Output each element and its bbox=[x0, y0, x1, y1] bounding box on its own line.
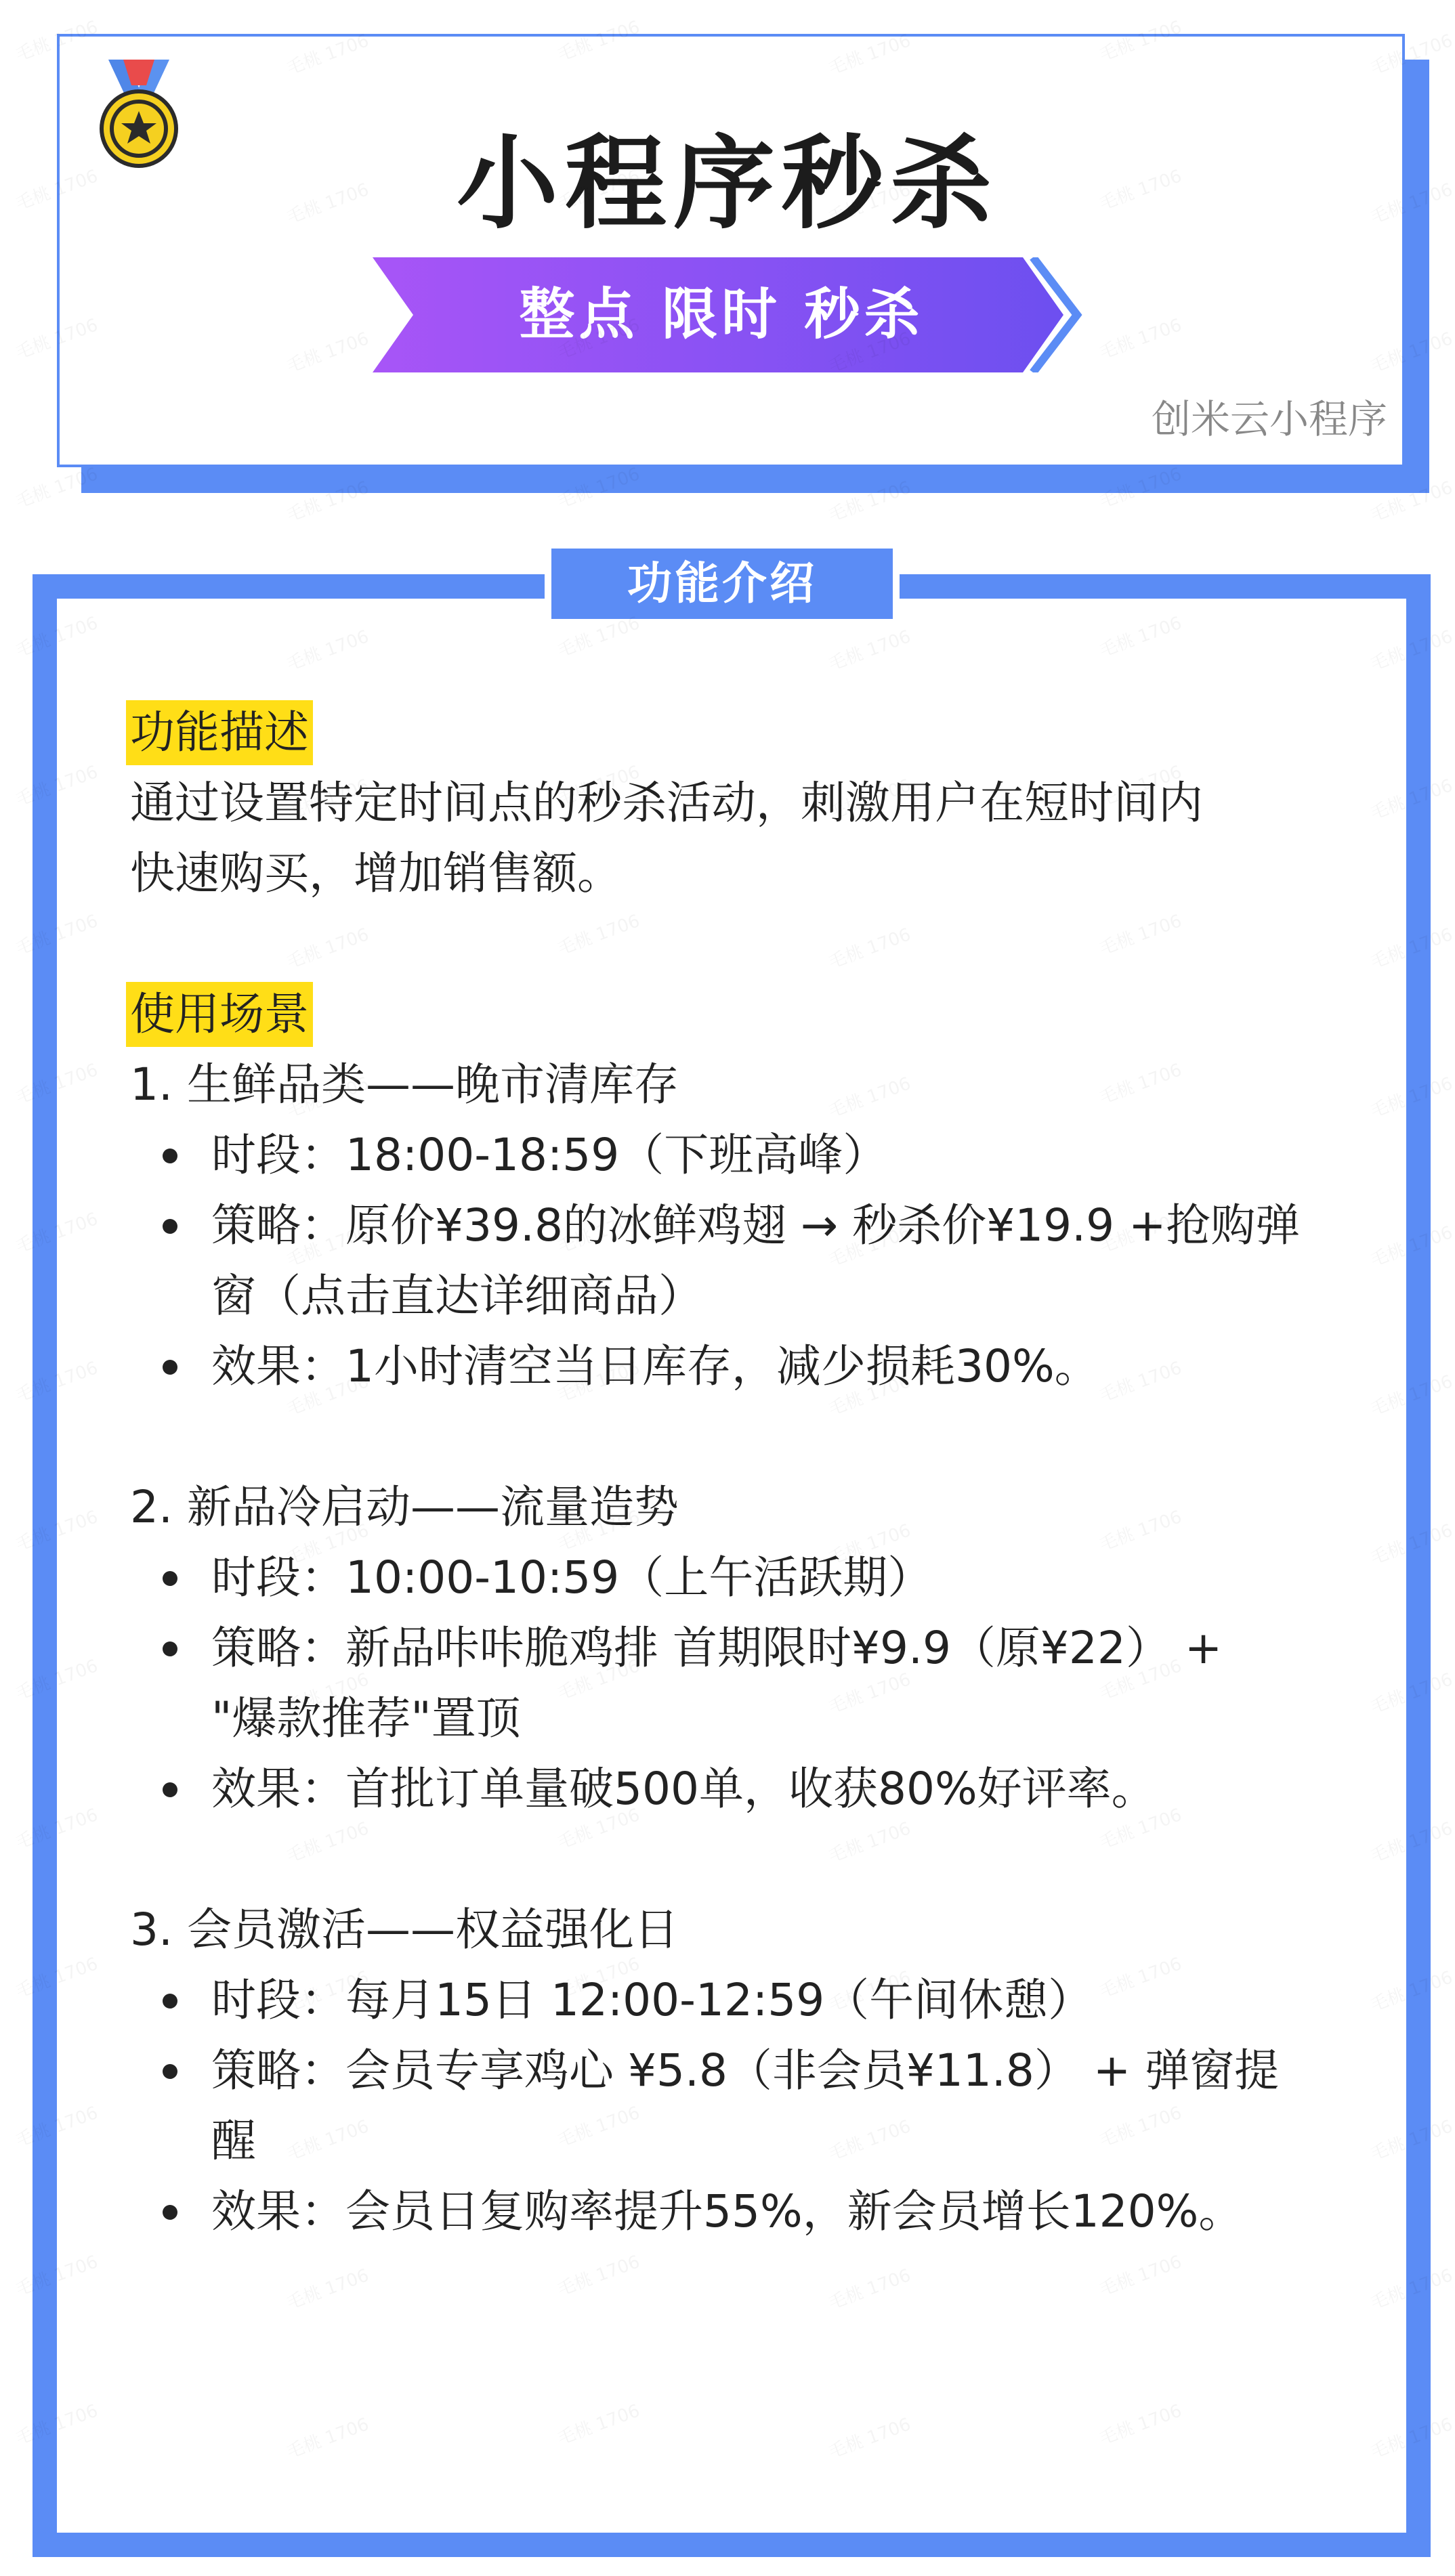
list-item: 策略：原价¥39.8的冰鲜鸡翅 → 秒杀价¥19.9 +抢购弹 窗（点击直达详细商品） bbox=[130, 1190, 1370, 1331]
list-item: 效果：1小时清空当日库存，减少损耗30%。 bbox=[130, 1331, 1370, 1402]
list-item: 时段：18:00-18:59（下班高峰） bbox=[130, 1120, 1370, 1190]
list-item: 效果：首批订单量破500单，收获80%好评率。 bbox=[130, 1754, 1370, 1824]
brand-label: 创米云小程序 bbox=[1151, 396, 1387, 442]
list-item: 策略：新品咔咔脆鸡排 首期限时¥9.9（原¥22） + "爆款推荐"置顶 bbox=[130, 1613, 1370, 1754]
section-tab: 功能介绍 bbox=[545, 542, 900, 626]
banner-text: 整点 限时 秒杀 bbox=[519, 282, 924, 347]
list-item: 时段：10:00-10:59（上午活跃期） bbox=[130, 1543, 1370, 1613]
scenario-heading: 使用场景 bbox=[126, 982, 313, 1047]
list-item: 效果：会员日复购率提升55%，新会员增长120%。 bbox=[130, 2176, 1370, 2247]
scenario-title: 3. 会员激活——权益强化日 bbox=[130, 1904, 679, 1956]
scenario-title: 1. 生鲜品类——晚市清库存 bbox=[130, 1058, 679, 1111]
intro-content bbox=[130, 697, 1370, 2247]
description-text: 通过设置特定时间点的秒杀活动，刺激用户在短时间内 快速购买，增加销售额。 bbox=[130, 777, 1203, 899]
page-title: 小程序秒杀 bbox=[456, 125, 998, 243]
scenario-title: 2. 新品冷启动——流量造势 bbox=[130, 1481, 679, 1533]
list-item: 时段：每月15日 12:00-12:59（午间休憩） bbox=[130, 1965, 1370, 2036]
description-heading: 功能描述 bbox=[126, 700, 313, 765]
list-item: 策略：会员专享鸡心 ¥5.8（非会员¥11.8） + 弹窗提 醒 bbox=[130, 2036, 1370, 2176]
